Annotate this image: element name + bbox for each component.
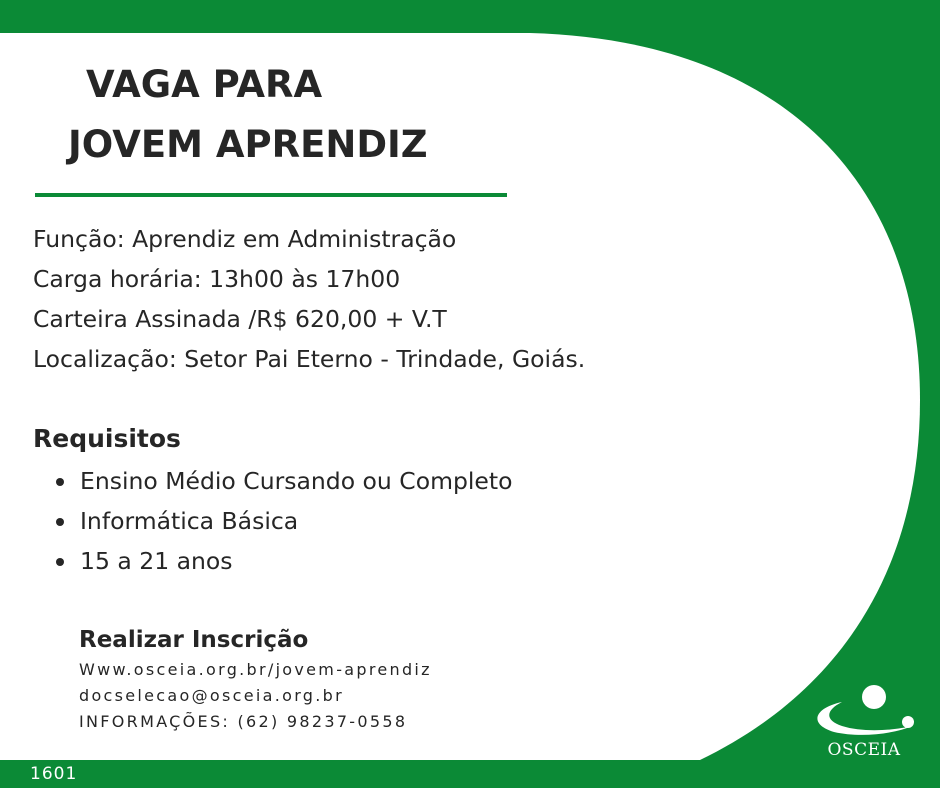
detail-salary: Carteira Assinada /R$ 620,00 + V.T [33, 305, 447, 333]
list-item: Ensino Médio Cursando ou Completo [56, 461, 512, 501]
osceia-logo-icon [808, 680, 920, 740]
registration-info [79, 657, 432, 735]
requirements-list [56, 461, 512, 581]
detail-location: Localização: Setor Pai Eterno - Trindade, Goiás. [33, 345, 586, 373]
osceia-logo [808, 680, 920, 766]
job-details [33, 219, 585, 379]
website-link[interactable]: Www.osceia.org.br/jovem-aprendiz [79, 660, 432, 679]
detail-role: Função: Aprendiz em Administração [33, 225, 457, 253]
title-line-1: VAGA PARA [86, 63, 323, 106]
page-title [0, 55, 520, 175]
detail-hours: Carga horária: 13h00 às 17h00 [33, 265, 401, 293]
logo-text: OSCEIA [827, 740, 901, 760]
phone-info: INFORMAÇÕES: (62) 98237-0558 [79, 712, 408, 731]
list-item: Informática Básica [56, 501, 512, 541]
email-link[interactable]: docselecao@osceia.org.br [79, 686, 344, 705]
requirements-heading: Requisitos [33, 424, 181, 453]
title-divider [35, 193, 507, 197]
list-item: 15 a 21 anos [56, 541, 512, 581]
footer-code: 1601 [30, 764, 78, 784]
title-line-2: JOVEM APRENDIZ [68, 123, 428, 166]
registration-heading: Realizar Inscrição [79, 627, 309, 653]
